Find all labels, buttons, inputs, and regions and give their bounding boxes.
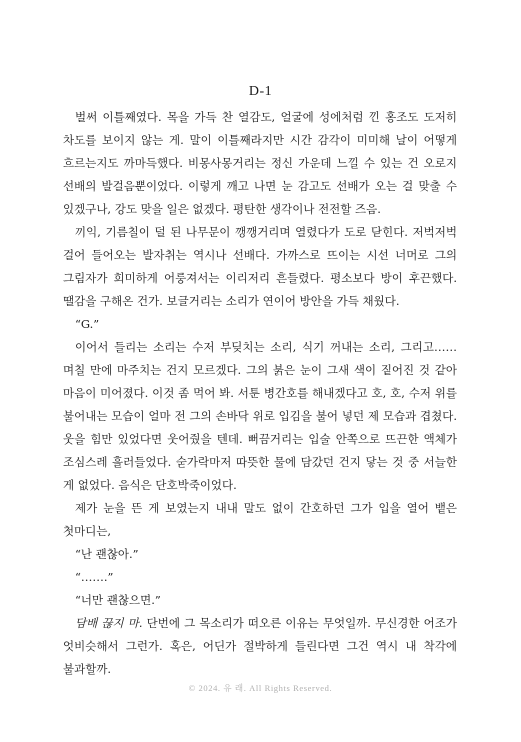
body-text (63, 106, 457, 681)
paragraph: 벌써 이틀째였다. 목을 가득 찬 열감도, 얼굴에 성에처럼 낀 홍조도 도저히 차도를 보이지 않는 게. 말이 이틀째라지만 시간 감각이 미미해 날이 어떻게 흐르는지도 까마득했다. 비몽사몽거리는 정신 가운데 느낄 수 있는 건 오로지 선배의 발걸음뿐이었다. 이렇게 깨고 나면 눈 감고도 선배가 오는 걸 맞출 수 있겠구나, 강도 맞을 일은 없겠다. 평탄한 생각이나 전전할 즈음. (63, 110, 457, 216)
copyright-footer: © 2024. 유 래. All Rights Reserved. (188, 683, 333, 693)
dialogue-line: “너만 괜찮으면.” (75, 593, 161, 607)
paragraph: 제가 눈을 뜬 게 보였는지 내내 말도 없이 간호하던 그가 입을 열어 뱉은 첫마디는, (63, 501, 457, 538)
chapter-title: D-1 (248, 84, 273, 99)
paragraph (63, 612, 457, 681)
italic-quote: 담배 끊지 마. (75, 616, 143, 630)
paragraph: 이어서 들리는 소리는 수저 부딪치는 소리, 식기 꺼내는 소리, 그리고…… 며칠 만에 마주치는 건지 모르겠다. 그의 붉은 눈이 그새 색이 짙어진 것 같아 마음이 미어졌다. 이것 좀 먹어 봐. 서툰 병간호를 해내겠다고 호, 호, 수저 위를 불어내는 모습이 얼마 전 그의 손바닥 위로 입김을 불어 넣던 제 모습과 겹쳤다. 웃을 힘만 있었다면 웃어줬을 텐데. 뻐끔거리는 입술 안쪽으로 뜨끈한 액체가 조심스레 흘러들었다. 숟가락마저 따뜻한 물에 담갔던 건지 닿는 것 중 서늘한 게 없었다. 음식은 단호박죽이었다. (63, 340, 457, 492)
paragraph-rest: 단번에 그 목소리가 떠오른 이유는 무엇일까. 무신경한 어조가 엇비슷해서 그런가. 혹은, 어딘가 절박하게 들린다면 그건 역시 내 착각에 불과할까. (63, 616, 457, 676)
dialogue-line: “난 괜찮아.” (75, 547, 139, 561)
paragraph: 끼익, 기름칠이 덜 된 나무문이 깽깽거리며 열렸다가 도로 닫힌다. 저벅저벅 걸어 들어오는 발자취는 역시나 선배다. 가까스로 뜨이는 시선 너머로 그의 그림자가 희미하게 어룽져서는 이리저리 흔들렸다. 평소보다 방이 후끈했다. 땔감을 구해온 건가. 보글거리는 소리가 연이어 방안을 가득 채웠다. (63, 225, 457, 308)
dialogue-line: “…….” (75, 570, 114, 584)
dialogue-line: “G.” (75, 317, 100, 331)
